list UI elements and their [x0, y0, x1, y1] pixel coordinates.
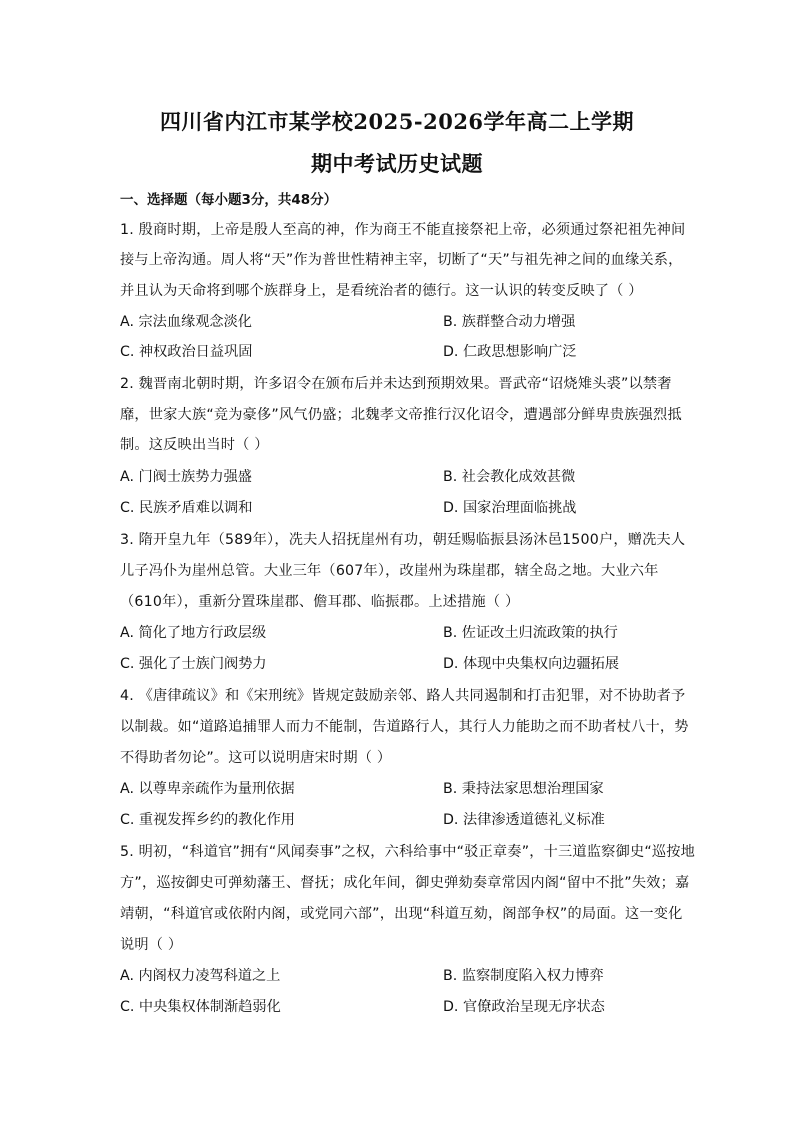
- q5-option-b: B. 监察制度陷入权力博弈: [443, 968, 604, 984]
- q1-line3: 并且认为天命将到哪个族群身上，是看统治者的德行。这一认识的转变反映了（ ）: [120, 283, 643, 299]
- q3-option-c: C. 强化了士族门阀势力: [120, 656, 267, 672]
- q5-option-c: C. 中央集权体制渐趋弱化: [120, 999, 281, 1015]
- q2-line2: 靡，世家大族“竞为豪侈”风气仍盛；北魏孝文帝推行汉化诏令，遭遇部分鲜卑贵族强烈抵: [120, 407, 682, 423]
- q5-line2: 方”，巡按御史可弹劾藩王、督抚；成化年间，御史弹劾奏章常因内阁“留中不批”失效；嘉: [120, 875, 690, 891]
- q3-option-d: D. 体现中央集权向边疆拓展: [443, 656, 620, 672]
- q4-option-c: C. 重视发挥乡约的教化作用: [120, 812, 295, 828]
- q2-option-b: B. 社会教化成效甚微: [443, 469, 576, 485]
- q2-line3: 制。这反映出当时（ ）: [120, 437, 269, 453]
- q4-option-d: D. 法律渗透道德礼义标准: [443, 812, 605, 828]
- q1-option-a: A. 宗法血缘观念淡化: [120, 314, 252, 330]
- exam-title-line2: 期中考试历史试题: [311, 151, 483, 176]
- q3-line3: （610年），重新分置珠崖郡、儋耳郡、临振郡。上述措施（ ）: [120, 594, 520, 610]
- q2-option-a: A. 门阀士族势力强盛: [120, 469, 252, 485]
- q1-line1: 1. 殷商时期，上帝是殷人至高的神，作为商王不能直接祭祀上帝，必须通过祭祀祖先神间: [120, 222, 686, 238]
- q4-line2: 以制裁。如“道路追捕罪人而力不能制，告道路行人，其行人力能助之而不助者杖八十，势: [120, 719, 689, 735]
- q2-option-d: D. 国家治理面临挑战: [443, 500, 577, 516]
- q2-line1: 2. 魏晋南北朝时期，许多诏令在颁布后并未达到预期效果。晋武帝“诏烧雉头裘”以禁奢: [120, 376, 672, 392]
- q3-option-b: B. 佐证改土归流政策的执行: [443, 625, 618, 641]
- q4-line1: 4. 《唐律疏议》和《宋刑统》皆规定鼓励亲邻、路人共同遏制和打击犯罪，对不协助者予: [120, 688, 686, 704]
- q4-option-a: A. 以尊卑亲疏作为量刑依据: [120, 781, 295, 797]
- q4-option-b: B. 秉持法家思想治理国家: [443, 781, 604, 797]
- q3-line2: 儿子冯仆为崖州总管。大业三年（607年），改崖州为珠崖郡，辖全岛之地。大业六年: [120, 563, 659, 579]
- exam-title-line1: 四川省内江市某学校2025-2026学年高二上学期: [159, 109, 635, 134]
- q3-line1: 3. 隋开皇九年（589年），冼夫人招抚崖州有功，朝廷赐临振县汤沐邑1500户，赠冼夫人: [120, 532, 686, 548]
- q5-line3: 靖朝，“科道官或依附内阁，或党同六部”，出现“科道互劾，阁部争权”的局面。这一变化: [120, 906, 683, 922]
- q1-option-c: C. 神权政治日益巩固: [120, 344, 253, 360]
- q5-line4: 说明（ ）: [120, 937, 183, 953]
- section-heading: 一、选择题（每小题3分，共48分）: [120, 192, 338, 208]
- q4-line3: 不得助者勿论”。这可以说明唐宋时期（ ）: [120, 750, 392, 766]
- q5-option-a: A. 内阁权力凌驾科道之上: [120, 968, 281, 984]
- q1-option-d: D. 仁政思想影响广泛: [443, 344, 577, 360]
- q2-option-c: C. 民族矛盾难以调和: [120, 500, 253, 516]
- q5-line1: 5. 明初，“科道官”拥有“风闻奏事”之权，六科给事中“驳正章奏”，十三道监察御史“巡按地: [120, 844, 696, 860]
- q3-option-a: A. 简化了地方行政层级: [120, 625, 267, 641]
- q5-option-d: D. 官僚政治呈现无序状态: [443, 999, 605, 1015]
- q1-option-b: B. 族群整合动力增强: [443, 314, 576, 330]
- q1-line2: 接与上帝沟通。周人将“天”作为普世性精神主宰，切断了“天”与祖先神之间的血缘关系，: [120, 252, 683, 268]
